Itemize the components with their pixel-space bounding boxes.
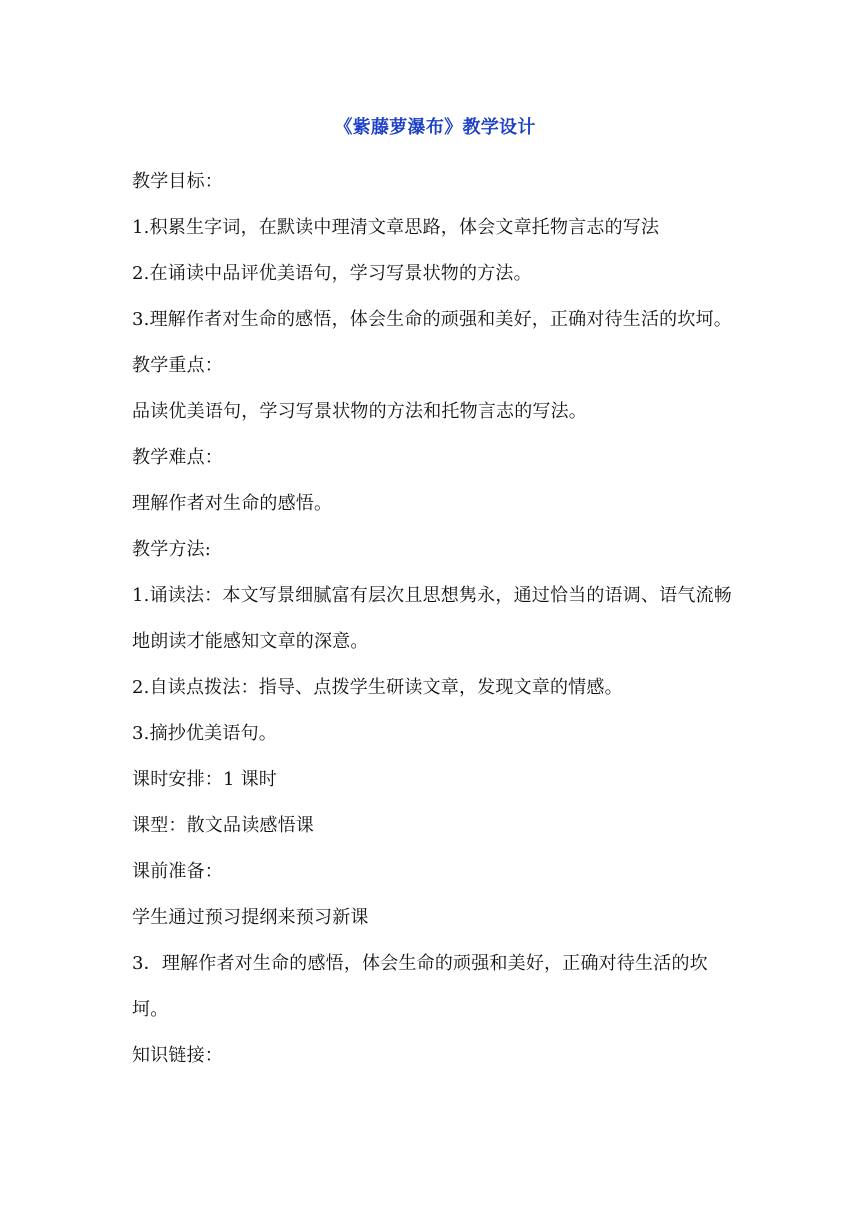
class-type: 课型：散文品读感悟课 xyxy=(132,815,314,836)
heading-teaching-goals: 教学目标： xyxy=(132,171,223,192)
goal-2: 2.在诵读中品评优美语句，学习写景状物的方法。 xyxy=(132,263,532,284)
document-title: 《紫藤萝瀑布》教学设计 xyxy=(334,117,536,138)
preparation-text: 学生通过预习提纲来预习新课 xyxy=(132,907,369,928)
heading-preparation: 课前准备： xyxy=(132,861,223,882)
heading-key-points: 教学重点： xyxy=(132,355,223,376)
document-body xyxy=(132,112,738,1079)
repeated-goal-3: 3．理解作者对生命的感悟，体会生命的顽强和美好，正确对待生活的坎坷。 xyxy=(132,953,708,1020)
class-schedule: 课时安排：1 课时 xyxy=(132,769,277,790)
heading-difficulties: 教学难点： xyxy=(132,447,223,468)
method-1: 1.诵读法：本文写景细腻富有层次且思想隽永，通过恰当的语调、语气流畅地朗读才能感知文章的深意。 xyxy=(132,585,732,652)
heading-knowledge-link: 知识链接： xyxy=(132,1045,223,1066)
goal-1: 1.积累生字词，在默读中理清文章思路，体会文章托物言志的写法 xyxy=(132,217,660,238)
difficulties-text: 理解作者对生命的感悟。 xyxy=(132,493,333,514)
goal-3: 3.理解作者对生命的感悟，体会生命的顽强和美好，正确对待生活的坎坷。 xyxy=(132,309,732,330)
key-points-text: 品读优美语句，学习写景状物的方法和托物言志的写法。 xyxy=(132,401,587,422)
heading-methods: 教学方法: xyxy=(132,539,212,560)
method-3: 3.摘抄优美语句。 xyxy=(132,723,277,744)
method-2: 2.自读点拨法：指导、点拨学生研读文章，发现文章的情感。 xyxy=(132,677,623,698)
